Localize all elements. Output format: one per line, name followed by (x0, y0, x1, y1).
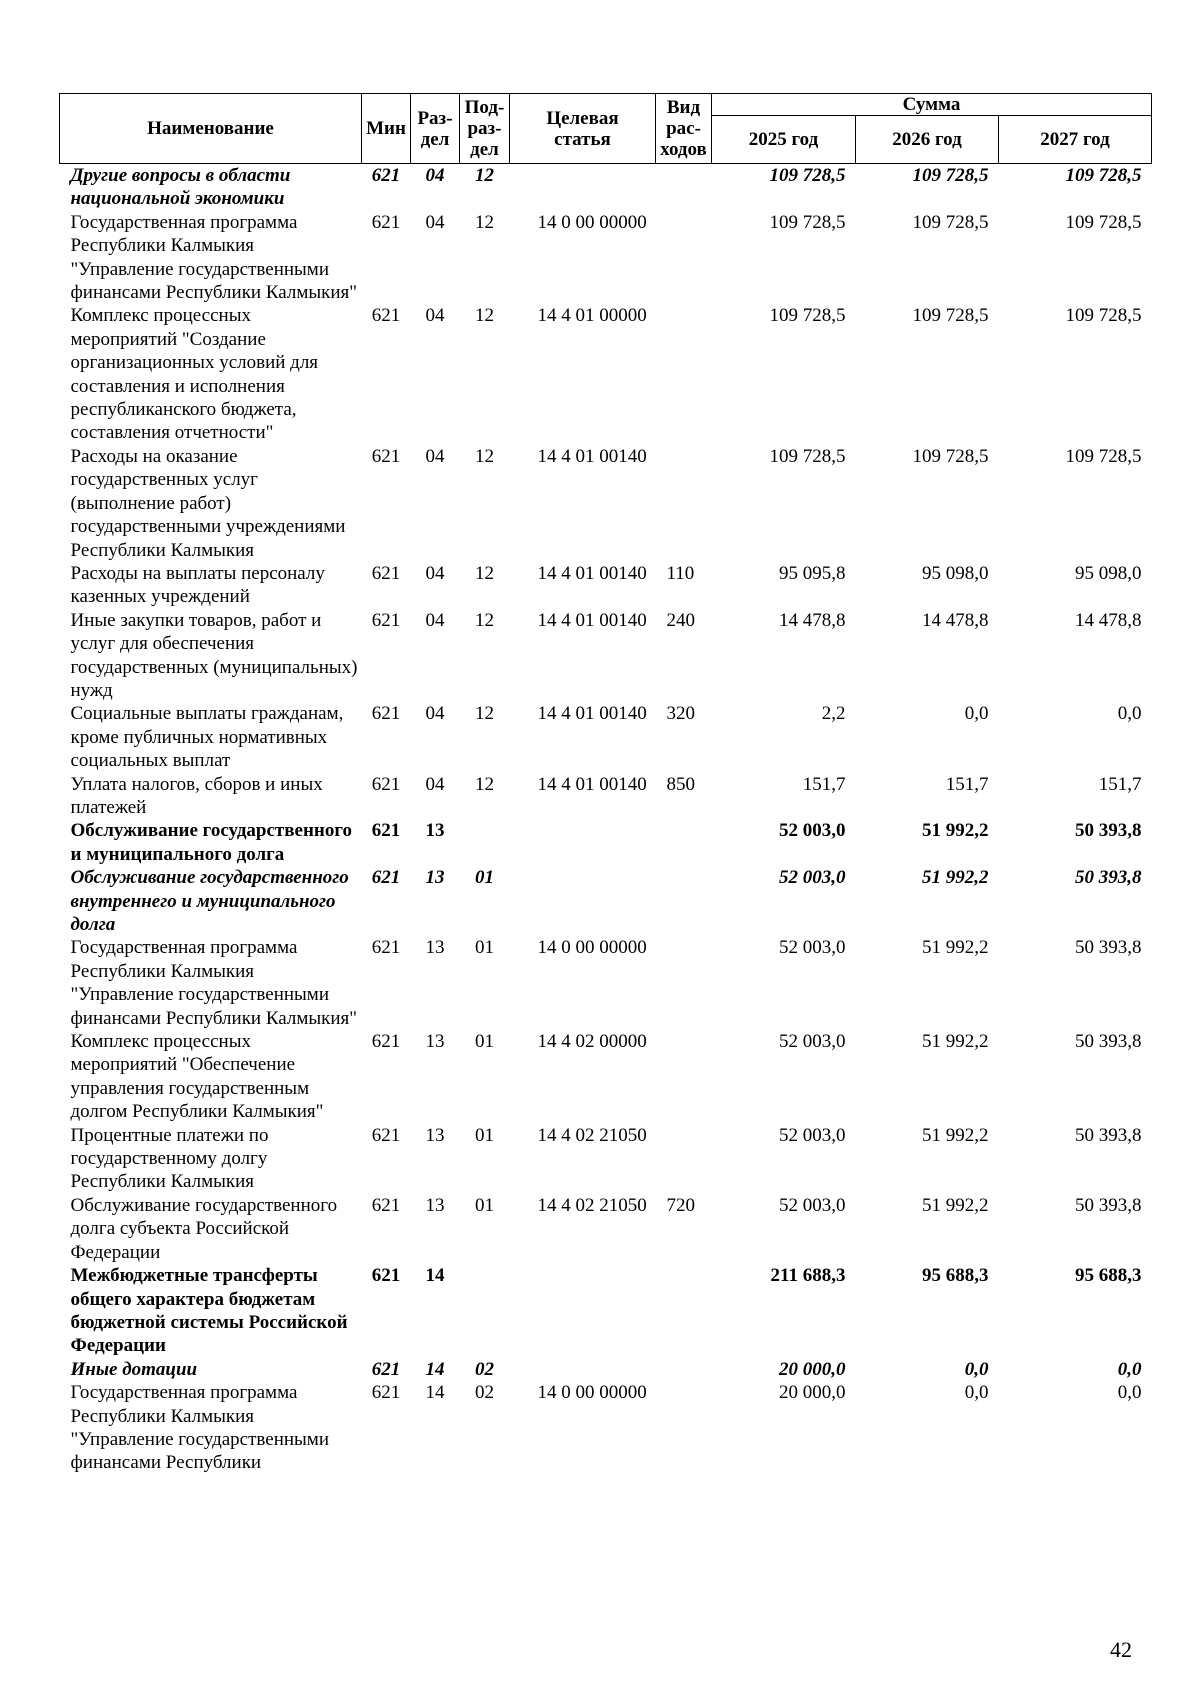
cell-2025: 52 003,0 (779, 1031, 846, 1053)
cell-2025: 109 728,5 (769, 165, 846, 186)
cell-podrazdel: 01 (475, 867, 494, 889)
header-sum: Сумма (712, 94, 1152, 116)
cell-2025: 14 478,8 (779, 609, 846, 631)
table-row (60, 1381, 1152, 1475)
cell-2025: 52 003,0 (779, 937, 846, 959)
cell-podrazdel: 12 (475, 703, 494, 725)
cell-razdel: 04 (425, 562, 445, 584)
cell-vid: 320 (666, 703, 695, 725)
cell-min: 621 (371, 211, 401, 233)
page-number: 42 (1110, 1637, 1132, 1662)
cell-vid (656, 936, 712, 1030)
header-target: Целевая статья (510, 94, 656, 164)
cell-name: Комплекс процессных мероприятий "Обеспечение управления государственным долгом Республики Калмыкия" (70, 1031, 324, 1123)
cell-2027: 50 393,8 (1075, 1194, 1142, 1216)
cell-target (510, 819, 656, 866)
cell-2026: 51 992,2 (922, 937, 989, 959)
cell-min: 621 (371, 867, 401, 889)
header-year-2026: 2026 год (856, 116, 999, 164)
cell-2026: 14 478,8 (922, 609, 989, 631)
table-row (60, 1030, 1152, 1124)
cell-vid (656, 1124, 712, 1194)
cell-podrazdel: 01 (475, 1124, 494, 1146)
cell-vid: 240 (666, 609, 695, 631)
cell-target: 14 4 01 00140 (537, 562, 647, 584)
cell-2027: 50 393,8 (1075, 937, 1142, 959)
table-row (60, 445, 1152, 562)
cell-razdel: 13 (425, 867, 445, 889)
table-row (60, 1124, 1152, 1194)
cell-2027: 50 393,8 (1075, 1124, 1142, 1146)
cell-vid (656, 1264, 712, 1358)
cell-razdel: 04 (425, 211, 445, 233)
cell-min: 621 (371, 820, 401, 842)
cell-2026: 151,7 (945, 773, 989, 795)
cell-razdel: 13 (425, 1194, 445, 1216)
cell-razdel: 13 (425, 937, 445, 959)
cell-min: 621 (371, 609, 401, 631)
cell-2027: 0,0 (1117, 1358, 1142, 1380)
cell-2027: 14 478,8 (1075, 609, 1142, 631)
cell-2025: 20 000,0 (779, 1382, 846, 1404)
cell-2026: 95 688,3 (922, 1265, 989, 1287)
cell-2025: 95 095,8 (779, 562, 846, 584)
cell-name: Государственная программа Республики Калмыкия "Управление государственными финансами Республики Калмыкия" (70, 937, 358, 1029)
cell-target: 14 4 01 00140 (537, 445, 647, 467)
cell-2027: 95 688,3 (1075, 1265, 1142, 1287)
cell-target: 14 4 01 00140 (537, 703, 647, 725)
cell-vid (656, 819, 712, 866)
cell-name: Уплата налогов, сборов и иных платежей (70, 773, 323, 818)
table-row (60, 562, 1152, 609)
cell-podrazdel: 12 (475, 305, 494, 327)
cell-target: 14 0 00 00000 (537, 1382, 647, 1404)
cell-2025: 52 003,0 (779, 867, 846, 889)
cell-min: 621 (371, 445, 401, 467)
cell-2026: 51 992,2 (922, 867, 989, 889)
cell-name: Расходы на оказание государственных услуг (выполнение работ) государственными учреждениями Республики Калмыкия (70, 445, 346, 561)
cell-razdel: 04 (425, 609, 445, 631)
cell-razdel: 13 (425, 1031, 445, 1053)
cell-target: 14 0 00 00000 (537, 211, 647, 233)
cell-2025: 109 728,5 (769, 211, 846, 233)
cell-vid: 720 (666, 1194, 695, 1216)
cell-podrazdel: 12 (475, 773, 494, 795)
cell-name: Государственная программа Республики Калмыкия "Управление государственными финансами Республики Калмыкия" (70, 211, 358, 304)
table-row (60, 211, 1152, 305)
cell-target: 14 4 01 00140 (537, 773, 647, 795)
cell-target: 14 4 02 21050 (537, 1124, 647, 1146)
cell-2026: 0,0 (964, 1382, 989, 1404)
table-row (60, 773, 1152, 820)
cell-2027: 109 728,5 (1065, 211, 1142, 233)
cell-razdel: 04 (425, 703, 445, 725)
cell-2026: 51 992,2 (922, 1124, 989, 1146)
cell-razdel: 13 (425, 1124, 445, 1146)
cell-podrazdel: 12 (475, 562, 494, 584)
cell-vid (656, 164, 712, 211)
header-year-2025: 2025 год (712, 116, 856, 164)
cell-2025: 151,7 (802, 773, 846, 795)
cell-2027: 0,0 (1117, 1382, 1142, 1404)
cell-vid (656, 211, 712, 305)
cell-name: Иные закупки товаров, работ и услуг для обеспечения государственных (муниципальных) нужд (70, 609, 358, 701)
cell-min: 621 (371, 773, 401, 795)
cell-2025: 52 003,0 (779, 1124, 846, 1146)
cell-2026: 51 992,2 (922, 1194, 989, 1216)
cell-name: Обслуживание государственного и муниципального долга (70, 820, 353, 865)
cell-2025: 211 688,3 (770, 1265, 846, 1287)
cell-2027: 50 393,8 (1075, 867, 1142, 889)
cell-target: 14 4 01 00000 (537, 305, 647, 327)
cell-podrazdel: 02 (475, 1358, 494, 1380)
cell-name: Расходы на выплаты персоналу казенных учреждений (70, 562, 325, 608)
cell-target: 14 4 01 00140 (537, 609, 647, 631)
cell-vid (656, 1381, 712, 1475)
cell-2025: 2,2 (821, 703, 846, 725)
cell-razdel: 13 (425, 820, 445, 842)
cell-min: 621 (371, 1382, 401, 1404)
table-header (60, 94, 1152, 164)
cell-podrazdel: 01 (475, 1194, 494, 1216)
cell-2027: 50 393,8 (1075, 820, 1142, 842)
cell-podrazdel: 01 (475, 1031, 494, 1053)
budget-table (59, 93, 1152, 1475)
cell-target: 14 0 00 00000 (537, 937, 647, 959)
cell-podrazdel: 12 (475, 165, 494, 186)
cell-2027: 50 393,8 (1075, 1031, 1142, 1053)
cell-2026: 0,0 (964, 703, 989, 725)
cell-2025: 109 728,5 (769, 305, 846, 327)
cell-2027: 95 098,0 (1075, 562, 1142, 584)
cell-target (510, 1264, 656, 1358)
cell-name: Другие вопросы в области национальной экономики (70, 165, 291, 210)
header-year-2027: 2027 год (999, 116, 1152, 164)
header-razdel: Раз- дел (411, 94, 460, 164)
cell-min: 621 (371, 165, 401, 186)
cell-podrazdel: 12 (475, 211, 494, 233)
cell-name: Иные дотации (70, 1358, 198, 1380)
cell-razdel: 04 (425, 445, 445, 467)
cell-razdel: 14 (425, 1358, 445, 1380)
cell-name: Комплекс процессных мероприятий "Создание организационных условий для составления и исполнения республиканского бюджета, составления отчетности" (70, 305, 319, 444)
cell-podrazdel: 12 (475, 609, 494, 631)
budget-table-container (59, 93, 1151, 1475)
header-name: Наименование (60, 94, 362, 164)
table-row (60, 1358, 1152, 1381)
cell-2026: 109 728,5 (912, 445, 989, 467)
cell-razdel: 14 (425, 1265, 445, 1287)
cell-name: Процентные платежи по государственному долгу Республики Калмыкия (70, 1124, 269, 1193)
cell-target (510, 866, 656, 936)
cell-name: Государственная программа Республики Калмыкия "Управление государственными финансами Республики (70, 1382, 329, 1474)
cell-2026: 51 992,2 (922, 1031, 989, 1053)
cell-name: Социальные выплаты гражданам, кроме публичных нормативных социальных выплат (70, 703, 344, 772)
cell-name: Межбюджетные трансферты общего характера бюджетам бюджетной системы Российской Федерации (70, 1265, 348, 1357)
cell-2027: 109 728,5 (1065, 445, 1142, 467)
cell-2026: 95 098,0 (922, 562, 989, 584)
cell-min: 621 (371, 1031, 401, 1053)
cell-min: 621 (371, 703, 401, 725)
cell-2025: 20 000,0 (779, 1358, 846, 1380)
cell-vid (656, 1030, 712, 1124)
cell-podrazdel (460, 819, 510, 866)
cell-podrazdel: 02 (475, 1382, 494, 1404)
cell-2027: 109 728,5 (1065, 305, 1142, 327)
table-body (60, 164, 1152, 1475)
table-row (60, 1264, 1152, 1358)
table-row (60, 304, 1152, 444)
header-vid: Вид рас- ходов (656, 94, 712, 164)
cell-vid (656, 1358, 712, 1381)
table-row (60, 936, 1152, 1030)
cell-vid: 850 (666, 773, 695, 795)
cell-2026: 109 728,5 (912, 305, 989, 327)
cell-target (510, 1358, 656, 1381)
cell-2025: 52 003,0 (779, 820, 846, 842)
cell-razdel: 14 (425, 1382, 445, 1404)
cell-2025: 52 003,0 (779, 1194, 846, 1216)
table-row (60, 609, 1152, 703)
table-row (60, 702, 1152, 772)
table-row (60, 1194, 1152, 1264)
cell-vid (656, 445, 712, 562)
cell-razdel: 04 (425, 305, 445, 327)
cell-razdel: 04 (425, 165, 445, 186)
cell-podrazdel: 12 (475, 445, 494, 467)
cell-podrazdel: 01 (475, 937, 494, 959)
cell-podrazdel (460, 1264, 510, 1358)
cell-target: 14 4 02 00000 (537, 1031, 647, 1053)
table-row (60, 164, 1152, 211)
cell-razdel: 04 (425, 773, 445, 795)
cell-vid: 110 (666, 562, 695, 584)
cell-2026: 0,0 (964, 1358, 989, 1380)
cell-vid (656, 304, 712, 444)
cell-min: 621 (371, 305, 401, 327)
table-row (60, 819, 1152, 866)
cell-target: 14 4 02 21050 (537, 1194, 647, 1216)
cell-2027: 109 728,5 (1065, 165, 1142, 186)
header-podrazdel: Под- раз- дел (460, 94, 510, 164)
cell-min: 621 (371, 562, 401, 584)
cell-2026: 51 992,2 (922, 820, 989, 842)
cell-min: 621 (371, 1358, 401, 1380)
cell-min: 621 (371, 1265, 401, 1287)
table-row (60, 866, 1152, 936)
cell-2026: 109 728,5 (912, 165, 989, 186)
cell-vid (656, 866, 712, 936)
header-min: Мин (362, 94, 411, 164)
cell-2026: 109 728,5 (912, 211, 989, 233)
cell-min: 621 (371, 1194, 401, 1216)
cell-min: 621 (371, 937, 401, 959)
cell-2027: 0,0 (1117, 703, 1142, 725)
cell-min: 621 (371, 1124, 401, 1146)
cell-2025: 109 728,5 (769, 445, 846, 467)
cell-2027: 151,7 (1098, 773, 1142, 795)
cell-name: Обслуживание государственного долга субъекта Российской Федерации (70, 1194, 338, 1263)
cell-name: Обслуживание государственного внутреннего и муниципального долга (70, 867, 349, 935)
cell-target (510, 164, 656, 211)
